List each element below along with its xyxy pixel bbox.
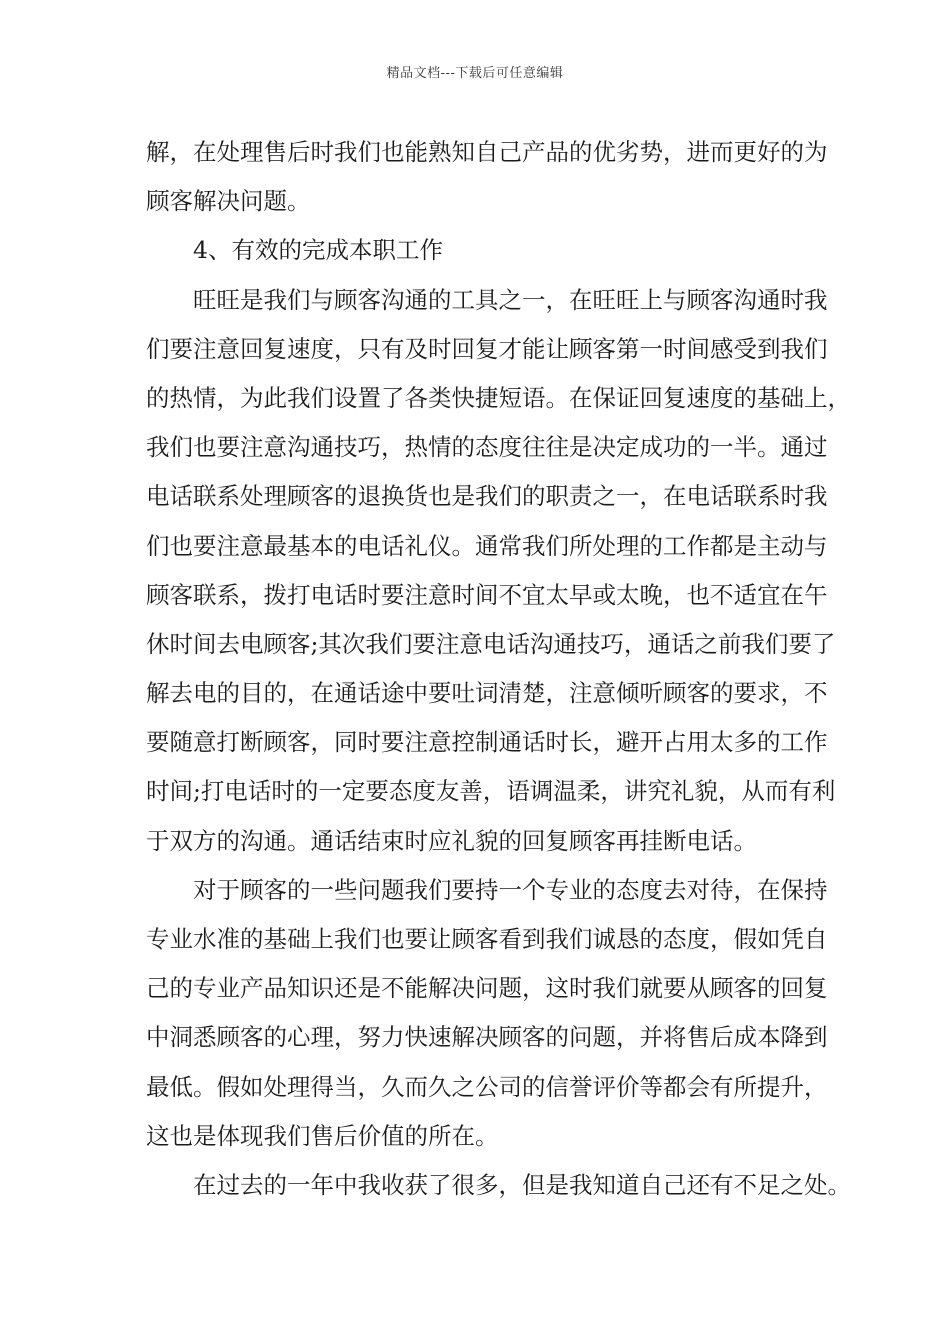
text-line-18: 己的专业产品知识还是不能解决问题，这时我们就要从顾客的回复	[146, 974, 828, 1003]
text-line-10: 顾客联系，拨打电话时要注意时间不宜太早或太晚，也不适宜在午	[146, 580, 828, 609]
text-line-4: 旺旺是我们与顾客沟通的工具之一，在旺旺上与顾客沟通时我	[193, 285, 828, 314]
text-line-22: 在过去的一年中我收获了很多，但是我知道自己还有不足之处。	[193, 1170, 851, 1199]
text-line-9: 们也要注意最基本的电话礼仪。通常我们所处理的工作都是主动与	[146, 531, 828, 560]
document-body	[146, 128, 851, 1210]
text-line-20: 最低。假如处理得当，久而久之公司的信誉评价等都会有所提升，	[146, 1072, 828, 1101]
text-line-19: 中洞悉顾客的心理，努力快速解决顾客的问题，并将售后成本降到	[146, 1023, 828, 1052]
text-line-15: 于双方的沟通。通话结束时应礼貌的回复顾客再挂断电话。	[146, 826, 757, 855]
section-heading: 4、有效的完成本职工作	[193, 236, 443, 265]
text-line-21: 这也是体现我们售后价值的所在。	[146, 1121, 499, 1150]
text-line-16: 对于顾客的一些问题我们要持一个专业的态度去对待，在保持	[193, 875, 828, 904]
text-line-6: 的热情，为此我们设置了各类快捷短语。在保证回复速度的基础上，	[146, 383, 851, 412]
text-line-17: 专业水准的基础上我们也要让顾客看到我们诚恳的态度，假如凭自	[146, 925, 828, 953]
text-line-7: 我们也要注意沟通技巧，热情的态度往往是决定成功的一半。通过	[146, 433, 828, 462]
text-line-13: 要随意打断顾客，同时要注意控制通话时长，避开占用太多的工作	[146, 728, 828, 757]
text-line-1: 解，在处理售后时我们也能熟知自己产品的优劣势，进而更好的为	[146, 138, 828, 166]
text-line-11: 休时间去电顾客;其次我们要注意电话沟通技巧，通话之前我们要了	[146, 629, 836, 658]
text-line-14: 时间;打电话时的一定要态度友善，语调温柔，讲究礼貌，从而有利	[146, 777, 836, 806]
text-line-5: 们要注意回复速度，只有及时回复才能让顾客第一时间感受到我们	[146, 334, 828, 363]
page-header: 精品文档---下载后可任意编辑	[386, 66, 564, 81]
text-line-8: 电话联系处理顾客的退换货也是我们的职责之一，在电话联系时我	[146, 482, 828, 511]
text-line-2: 顾客解决问题。	[146, 187, 311, 216]
text-line-12: 解去电的目的，在通话途中要吐词清楚，注意倾听顾客的要求，不	[146, 679, 828, 708]
